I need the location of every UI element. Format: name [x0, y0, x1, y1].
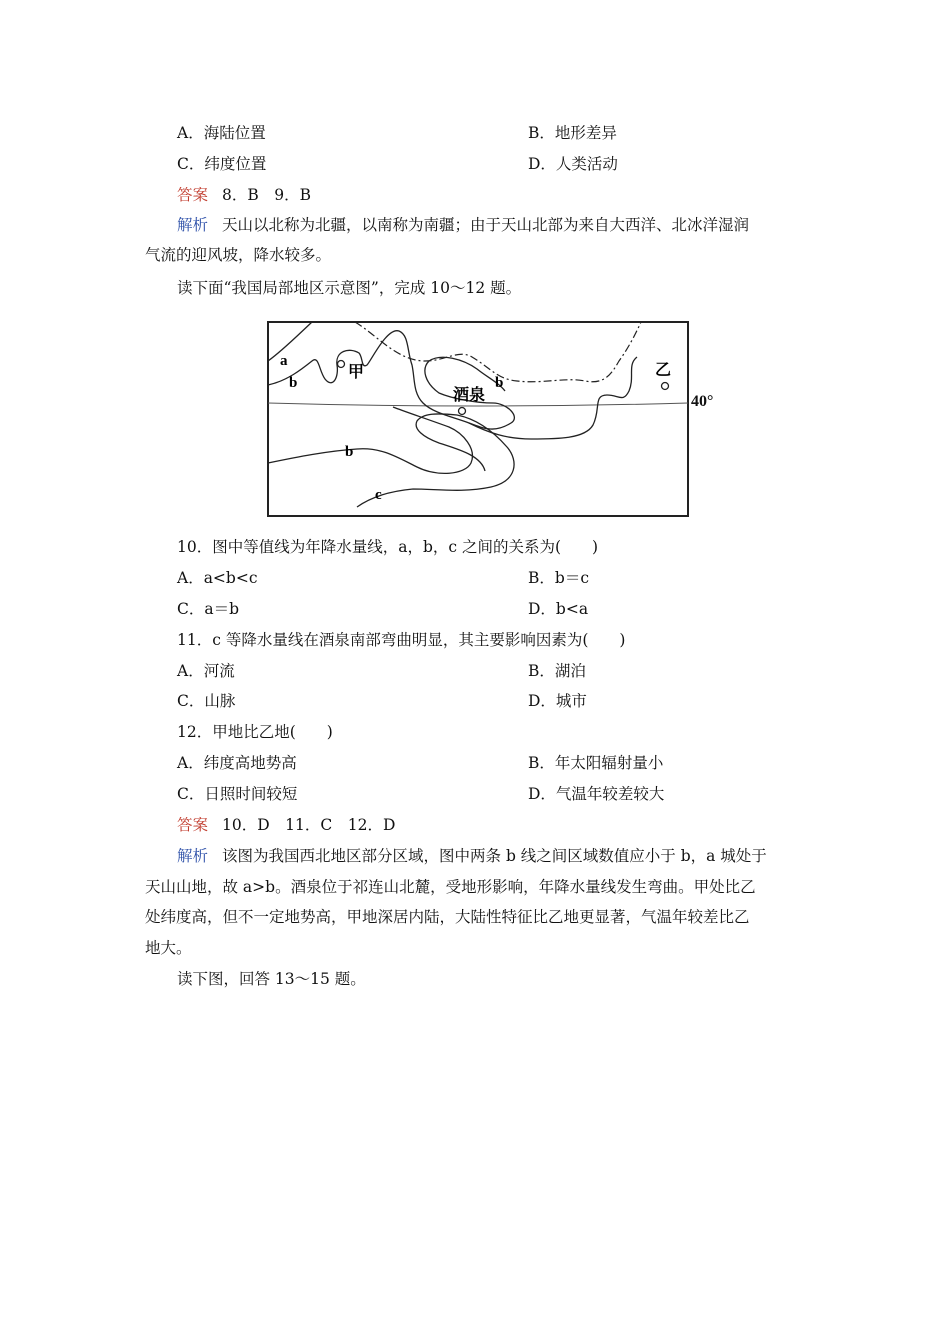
q11-option-b: B．湖泊 — [528, 662, 586, 680]
answer-text-2: 10．D 11．C 12．D — [222, 816, 396, 834]
q12-option-d: D．气温年较差较大 — [528, 785, 665, 803]
answer-line-2 — [177, 814, 395, 836]
yi-marker — [662, 383, 669, 390]
q10-option-b: B．b＝c — [528, 569, 589, 587]
analysis2-text-2: 天山山地，故 a>b。酒泉位于祁连山北麓，受地形影响，年降水量线发生弯曲。甲处比乙 — [145, 878, 756, 896]
latitude-label: 40° — [691, 393, 714, 410]
answer-line — [177, 184, 311, 206]
reading-intro: 读下面“我国局部地区示意图”，完成 10～12 题。 — [177, 279, 522, 297]
answer-tag-2: 答案 — [177, 816, 209, 834]
q12-option-c: C．日照时间较短 — [177, 785, 298, 803]
option-a: A．海陆位置 — [177, 124, 266, 142]
analysis2-text-1: 该图为我国西北地区部分区域，图中两条 b 线之间区域数值应小于 b，a 城处于 — [222, 847, 767, 865]
regional-map — [267, 321, 689, 517]
jia-marker — [338, 361, 345, 368]
option-b: B．地形差异 — [528, 124, 617, 142]
answer-tag: 答案 — [177, 186, 209, 204]
label-yi: 乙 — [655, 360, 672, 379]
jiuquan-marker — [459, 408, 466, 415]
analysis2-text-3: 处纬度高，但不一定地势高，甲地深居内陆，大陆性特征比乙地更显著，气温年较差比乙 — [145, 908, 750, 926]
label-c: c — [375, 487, 382, 503]
analysis-tag-2: 解析 — [177, 847, 209, 865]
answer-text: 8．B 9．B — [222, 186, 312, 204]
q12-option-b: B．年太阳辐射量小 — [528, 754, 664, 772]
label-b-top: b — [495, 375, 504, 391]
label-a: a — [280, 353, 288, 369]
q11-option-c: C．山脉 — [177, 692, 236, 710]
analysis-line — [177, 214, 749, 236]
q12-option-a: A．纬度高地势高 — [177, 754, 297, 772]
analysis-text: 天山以北称为北疆，以南称为南疆；由于天山北部为来自大西洋、北冰洋湿润 — [222, 216, 750, 234]
q11-stem: 11．c 等降水量线在酒泉南部弯曲明显，其主要影响因素为( ) — [177, 631, 626, 649]
q10-option-a: A．a<b<c — [177, 569, 258, 587]
label-b-mid: b — [345, 444, 354, 460]
q11-option-d: D．城市 — [528, 692, 587, 710]
label-jiuquan: 酒泉 — [453, 385, 486, 404]
q12-stem: 12．甲地比乙地( ) — [177, 723, 333, 741]
q10-stem: 10．图中等值线为年降水量线，a，b，c 之间的关系为( ) — [177, 538, 599, 556]
analysis2-text-4: 地大。 — [145, 939, 192, 957]
option-d: D．人类活动 — [528, 155, 618, 173]
analysis-text-2: 气流的迎风坡，降水较多。 — [145, 246, 332, 264]
q10-option-d: D．b<a — [528, 600, 589, 618]
q10-option-c: C．a＝b — [177, 600, 240, 618]
label-jia: 甲 — [348, 362, 365, 381]
analysis-tag: 解析 — [177, 216, 209, 234]
reading-intro-2: 读下图，回答 13～15 题。 — [177, 970, 366, 988]
analysis-line-2 — [177, 845, 767, 867]
label-b-left: b — [289, 375, 298, 391]
option-c: C．纬度位置 — [177, 155, 267, 173]
q11-option-a: A．河流 — [177, 662, 235, 680]
